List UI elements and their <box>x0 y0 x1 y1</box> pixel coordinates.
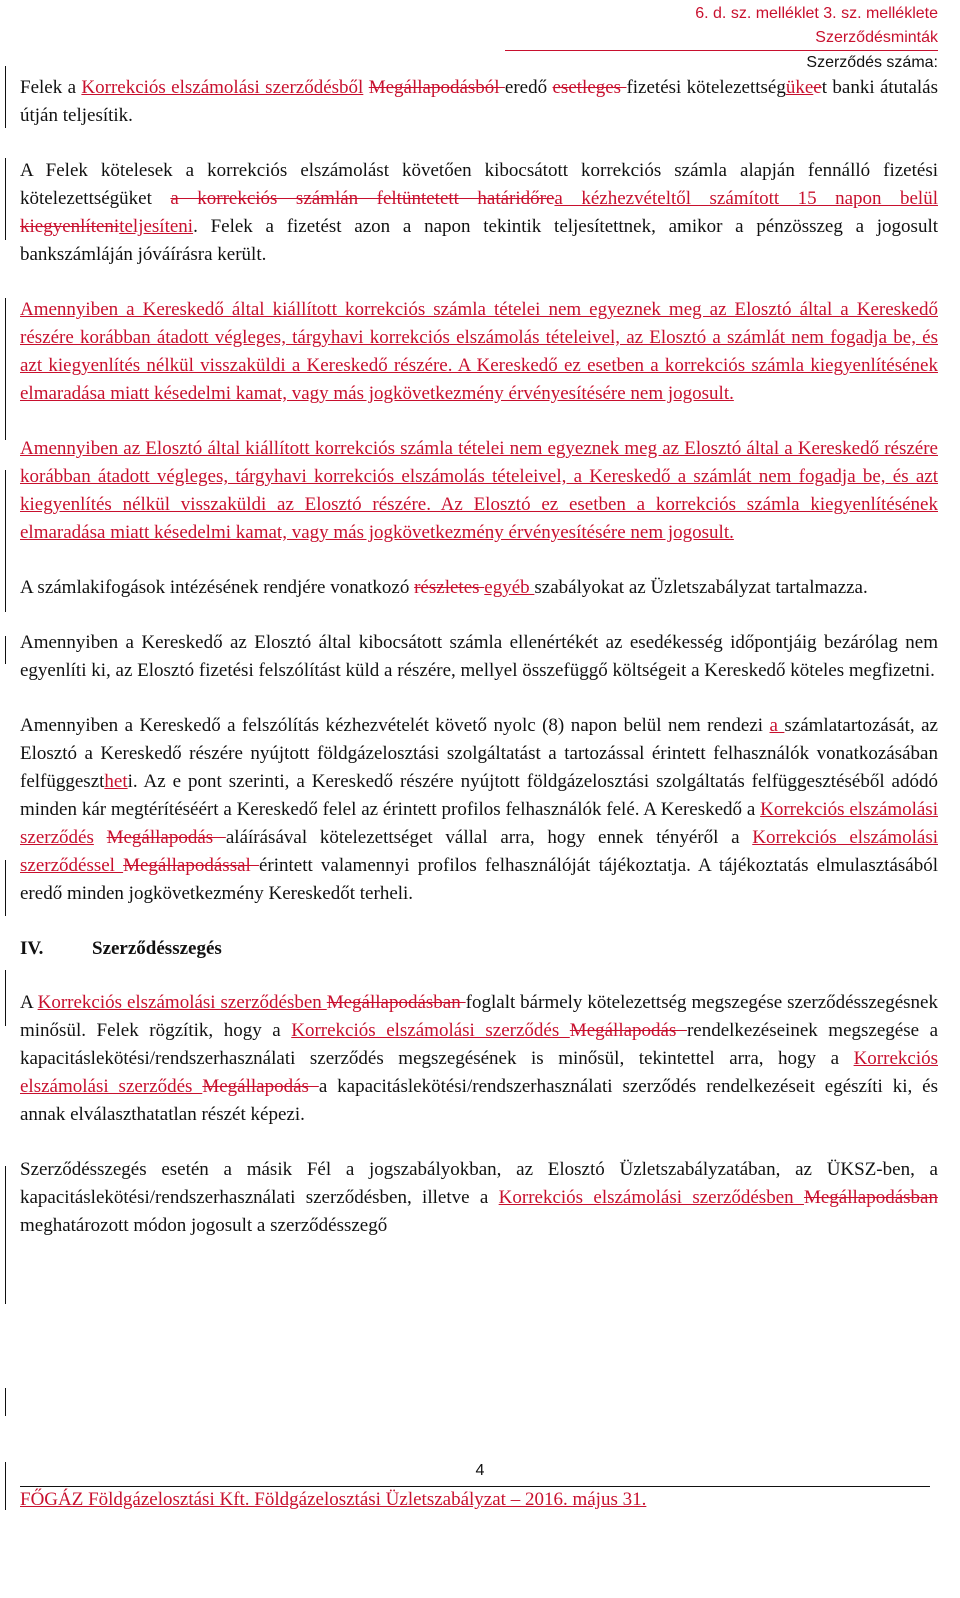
paragraph-invoice-complaints: A számlakifogások intézésének rendjére vonatkozó részletes egyéb szabályokat az Üzletszabályzat tartalmazza. <box>20 577 868 598</box>
header-contract-templates: Szerződésminták <box>505 26 938 51</box>
paragraph-service-suspension: Amennyiben a Kereskedő a felszólítás kézhezvételét követő nyolc (8) napon belül nem rendezi a számlatartozását, az Elosztó a Kereskedő részére nyújtott földgázelosztási szolgáltatást a tartozással érintett felhasználók vonatkozásában felfüggesztheti. Az e pont szerinti, a Kereskedő részére nyújtott földgázelosztási szolgáltatás felfüggesztéséből adódó minden kár megtérítéséért a Kereskedő felel az érintett profilos felhasználók felé. A Kereskedő a Korrekciós elszámolási szerződés Megállapodás aláírásával kötelezettséget vállal arra, hogy ennek tényéről a Korrekciós elszámolási szerződéssel Megállapodással érintett valamennyi profilos felhasználóját tájékoztatja. A tájékoztatás elmulasztásából eredő minden jogkövetkezmény Kereskedőt terheli. <box>20 715 938 904</box>
deleted-text: Megállapodás <box>202 1076 319 1097</box>
inserted-text: Korrekciós elszámolási szerződésben <box>37 992 327 1013</box>
paragraph-breach-definition: A Korrekciós elszámolási szerződésben Megállapodásban foglalt bármely kötelezettség megszegése szerződésszegésnek minősül. Felek rögzítik, hogy a Korrekciós elszámolási szerződés Megállapodás rendelkezéseinek megszegése a kapacitáslekötési/rendszerhasználati szerződés megszegésének is minősül, tekintettel arra, hogy a Korrekciós elszámolási szerződés Megállapodás a kapacitáslekötési/rendszerhasználati szerződés rendelkezéseit egészíti ki, és annak elválaszthatatlan részét képezi. <box>20 992 939 1125</box>
paragraph-payment-reminder: Amennyiben a Kereskedő az Elosztó által kibocsátott számla ellenértékét az esedékesség időpontjáig bezárólag nem egyenlíti ki, az Elosztó fizetési felszólítást küld a részére, mellyel összefüggő költségeit a Kereskedő köteles megfizetni. <box>20 632 938 681</box>
inserted-text: Amennyiben az Elosztó által kiállított korrekciós számla tételei nem egyeznek meg az Elosztó által a Kereskedő részére korábban átadott végleges, tárgyhavi korrekciós elszámolás tételeivel, a Kereskedő a számlát nem fogadja be, és azt kiegyenlítés nélkül visszaküldi az Elosztó részére. Az Elosztó ez esetben a korrekciós számla kiegyenlítésének elmaradása miatt késedelmi kamat, vagy más jogkövetkezmény érvényesítésére nem jogosult. <box>20 438 938 543</box>
inserted-text: Korrekciós elszámolási szerződésben <box>498 1187 804 1208</box>
inserted-text: Korrekciós elszámolási szerződés <box>20 1048 938 1097</box>
paragraph-trader-invoice-mismatch <box>20 296 938 408</box>
page-header <box>505 2 938 75</box>
paragraph-payment-method: Felek a Korrekciós elszámolási szerződésből Megállapodásból eredő esetleges fizetési kötelezettségükeet banki átutalás útján teljesítik. <box>20 77 938 126</box>
deleted-text: Megállapodásból <box>368 77 505 98</box>
inserted-text: Korrekciós elszámolási szerződés <box>20 799 938 848</box>
change-bar <box>5 1388 6 1416</box>
inserted-text: Korrekciós elszámolási szerződéssel <box>20 827 938 876</box>
chapter-number: IV. <box>20 938 44 959</box>
inserted-text: het <box>104 771 128 792</box>
deleted-text: kiegyenlíteni <box>20 216 120 237</box>
deleted-text: e <box>813 77 822 98</box>
inserted-text: Amennyiben a Kereskedő által kiállított korrekciós számla tételei nem egyeznek meg az Elosztó által a Kereskedő részére korábban átadott végleges, tárgyhavi korrekciós elszámolás tételeivel, az Elosztó a számlát nem fogadja be, és azt kiegyenlítés nélkül visszaküldi a Kereskedő részére. A Kereskedő ez esetben a korrekciós számla kiegyenlítésének elmaradása miatt késedelmi kamat, vagy más jogkövetkezmény érvényesítésére nem jogosult. <box>20 299 938 404</box>
paragraph-breach-remedies: Szerződésszegés esetén a másik Fél a jogszabályokban, az Elosztó Üzletszabályzatában, az ÜKSZ-ben, a kapacitáslekötési/rendszerhasználati szerződésben, illetve a Korrekciós elszámolási szerződésben Megállapodásban meghatározott módon jogosult a szerződésszegő <box>20 1159 938 1236</box>
deleted-text: Megállapodással <box>123 855 259 876</box>
chapter-heading <box>20 935 938 963</box>
deleted-text: a korrekciós számlán feltüntetett határidőre <box>170 188 555 209</box>
change-bar <box>5 158 6 240</box>
change-bar <box>5 860 6 916</box>
page-footer <box>20 1486 930 1511</box>
change-bar <box>5 66 6 128</box>
deleted-text: Megállapodásban <box>803 1187 938 1208</box>
change-bar <box>5 298 6 440</box>
deleted-text: Megállapodás <box>569 1020 687 1041</box>
inserted-text: Korrekciós elszámolási szerződésből <box>81 77 364 98</box>
chapter-title: Szerződésszegés <box>92 938 222 959</box>
inserted-text: Korrekciós elszámolási szerződés <box>291 1020 570 1041</box>
inserted-text: teljesíteni <box>119 216 194 237</box>
change-bar <box>5 636 6 664</box>
change-bar <box>5 1166 6 1304</box>
header-contract-number: Szerződés száma: <box>806 54 938 71</box>
paragraph-payment-deadline: A Felek kötelesek a korrekciós elszámolást követően kibocsátott korrekciós számla alapján fennálló fizetési kötelezettségüket a korrekciós számlán feltüntetett határidőrea kézhezvételtől számított 15 napon belül kiegyenlíteniteljesíteni. Felek a fizetést azon a napon tekintik teljesítettnek, amikor a pénzösszeg a jogosult bankszámláján jóváírásra került. <box>20 160 938 265</box>
paragraph-distributor-invoice-mismatch <box>20 435 938 547</box>
deleted-text: Megállapodásban <box>326 992 466 1013</box>
deleted-text: esetleges <box>552 77 627 98</box>
inserted-text: üke <box>785 77 814 98</box>
footer-text: FŐGÁZ Földgázelosztási Kft. Földgázelosztási Üzletszabályzat – 2016. május 31. <box>20 1489 647 1510</box>
inserted-text: egyéb <box>484 577 535 598</box>
deleted-text: részletes <box>414 577 485 598</box>
change-bar <box>5 470 6 612</box>
document-body <box>20 74 938 1267</box>
change-bar <box>5 970 6 1026</box>
deleted-text: Megállapodás <box>106 827 226 848</box>
inserted-text: a kézhezvételtől számított 15 napon belül <box>554 188 938 209</box>
page-number: 4 <box>475 1462 485 1479</box>
header-annex-ref: 6. d. sz. melléklet 3. sz. melléklete <box>695 5 938 22</box>
inserted-text: a <box>769 715 785 736</box>
